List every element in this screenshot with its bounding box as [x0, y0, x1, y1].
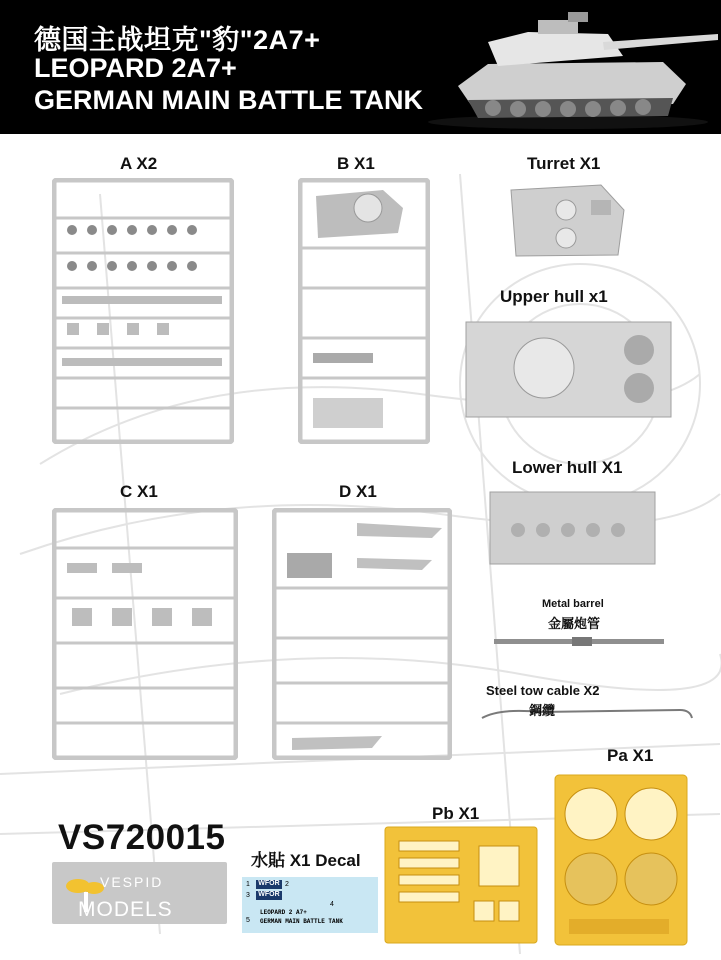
decal-text-line-1: LEOPARD 2 A7+: [260, 909, 307, 916]
product-code: VS720015: [58, 818, 226, 857]
decal-number-4: 4: [330, 901, 334, 908]
steel-tow-cable-label: Steel tow cable X2: [486, 683, 600, 698]
sprue-a-label: A X2: [120, 154, 158, 173]
title-chinese: 德国主战坦克"豹"2A7+: [34, 25, 321, 55]
sprue-d-image: [272, 508, 452, 760]
photo-etch-pb-label: Pb X1: [432, 804, 480, 823]
turret-label: Turret X1: [527, 154, 601, 173]
tank-render-image: [418, 4, 718, 132]
logo-line-2: MODELS: [78, 898, 173, 921]
header-banner: [0, 0, 721, 134]
steel-tow-cable-image: [480, 700, 696, 728]
sprue-c-image: [52, 508, 238, 760]
decal-label: 水貼 X1 Decal: [251, 851, 361, 870]
upper-hull-label: Upper hull x1: [500, 287, 608, 306]
sprue-b-label: B X1: [337, 154, 375, 173]
sprue-a-image: [52, 178, 234, 444]
turret-part-image: [506, 180, 626, 260]
metal-barrel-label-cn: 金屬炮管: [548, 616, 601, 631]
upper-hull-part-image: [464, 320, 674, 420]
decal-number-2: 2: [285, 881, 289, 888]
sprue-b-image: [298, 178, 430, 444]
title-model: LEOPARD 2A7+: [34, 53, 237, 83]
photo-etch-pa-image: [554, 774, 688, 946]
decal-number-5: 5: [246, 917, 250, 924]
decal-number-3: 3: [246, 892, 250, 899]
lower-hull-label: Lower hull X1: [512, 458, 623, 477]
logo-line-1: VESPID: [100, 874, 164, 890]
sprue-c-label: C X1: [120, 482, 158, 501]
metal-barrel-label: Metal barrel: [542, 598, 604, 610]
title-description: GERMAN MAIN BATTLE TANK: [34, 85, 423, 115]
decal-sheet: [242, 877, 378, 933]
decal-number-1: 1: [246, 881, 250, 888]
lower-hull-part-image: [488, 490, 658, 568]
decal-text-line-2: GERMAN MAIN BATTLE TANK: [260, 918, 343, 925]
metal-barrel-image: [492, 634, 668, 650]
photo-etch-pb-image: [384, 826, 538, 944]
decal-wfor-1: WFOR: [256, 880, 282, 889]
steel-tow-cable-label-cn: 鋼纜: [529, 703, 556, 718]
decal-wfor-2: WFOR: [256, 891, 282, 900]
sprue-d-label: D X1: [339, 482, 377, 501]
photo-etch-pa-label: Pa X1: [607, 746, 654, 765]
